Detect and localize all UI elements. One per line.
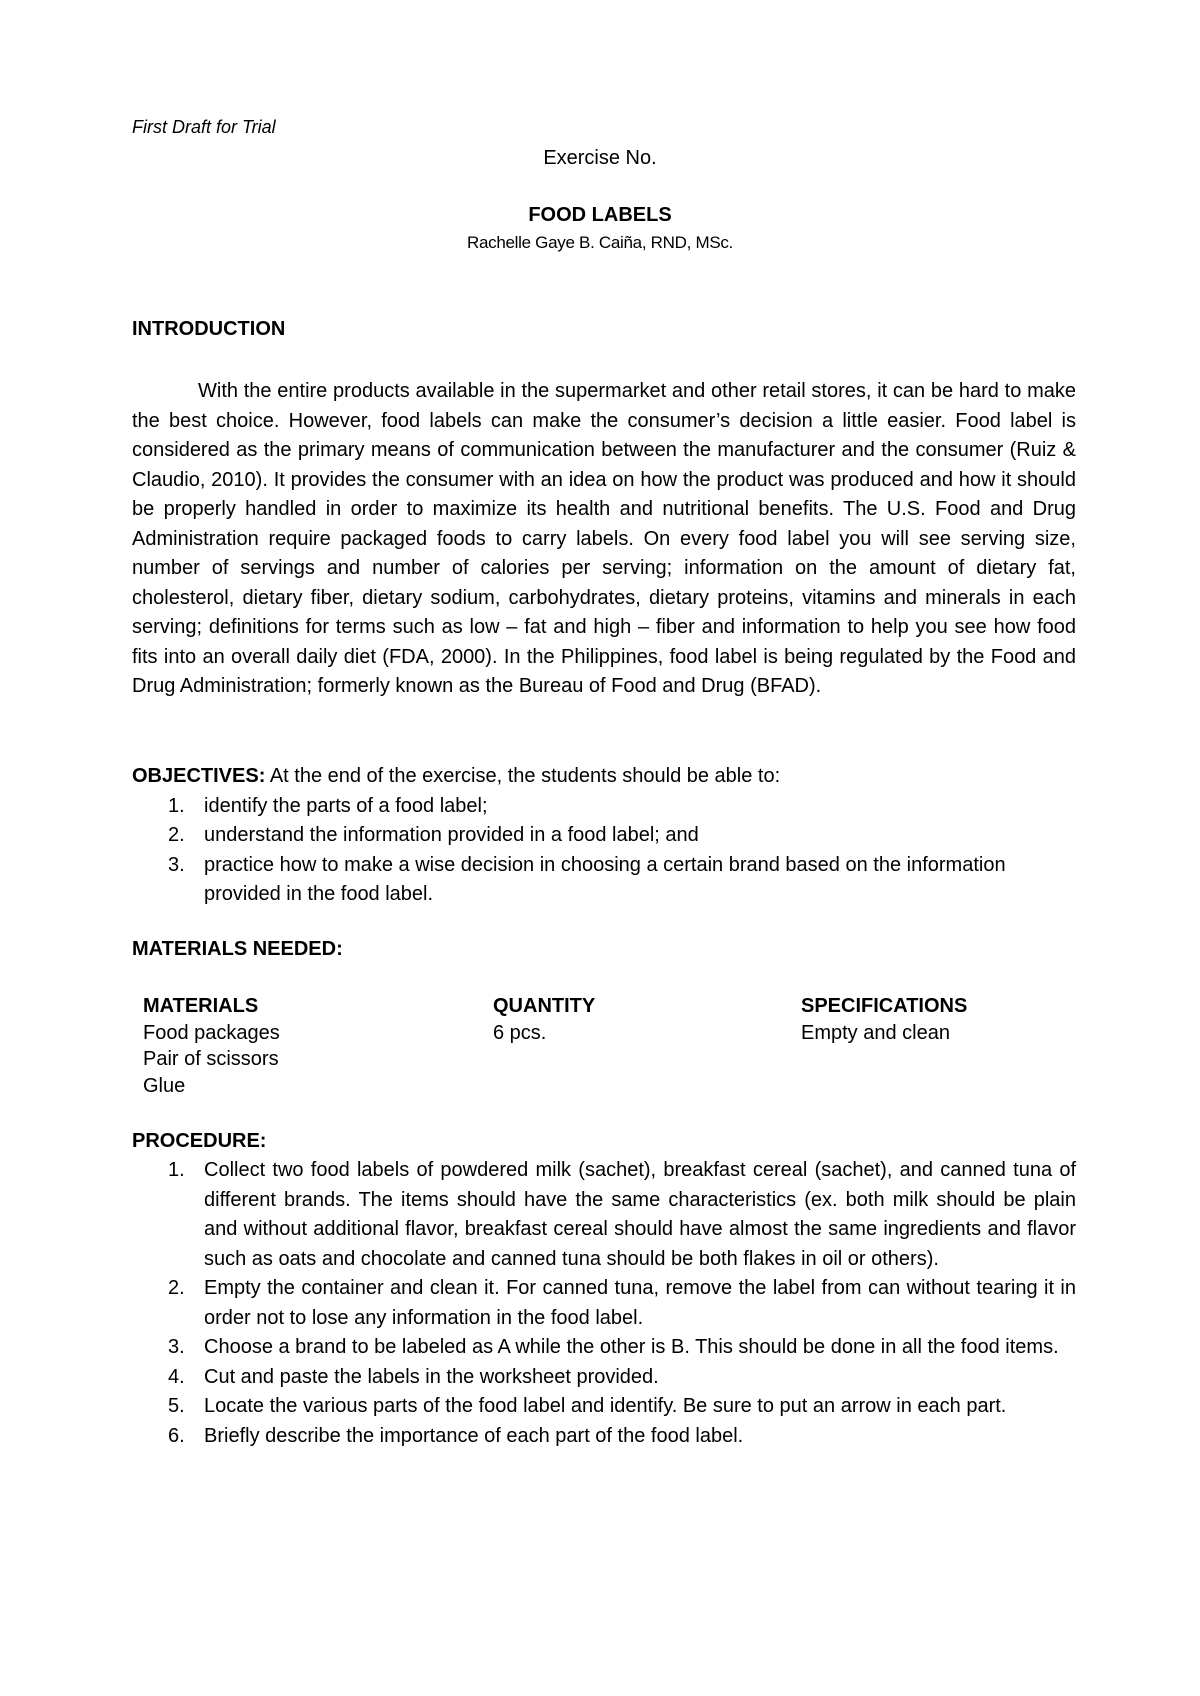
procedure-step xyxy=(132,1274,1076,1333)
procedure-step xyxy=(132,1392,1076,1422)
material-cell: Pair of scissors xyxy=(143,1048,279,1070)
objective-item xyxy=(132,792,1076,822)
material-cell: Food packages xyxy=(143,1021,280,1044)
document-author: Rachelle Gaye B. Caiña, RND, MSc. xyxy=(467,233,733,252)
step-text: Choose a brand to be labeled as A while the other is B. This should be done in all the food items. xyxy=(204,1336,1059,1358)
objectives-lead-line xyxy=(132,762,1076,792)
objective-number: 2. xyxy=(168,824,185,846)
step-number: 2. xyxy=(168,1277,185,1299)
objective-number: 1. xyxy=(168,794,185,817)
exercise-number: Exercise No. xyxy=(543,147,657,169)
objective-text: practice how to make a wise decision in choosing a certain brand based on the information provided in the food label. xyxy=(204,853,1006,905)
procedure-section xyxy=(132,1128,1076,1451)
material-cell: Glue xyxy=(143,1074,186,1097)
quantity-cell xyxy=(493,1073,801,1100)
step-number: 6. xyxy=(168,1424,185,1447)
draft-note: First Draft for Trial xyxy=(132,117,276,137)
step-text: Locate the various parts of the food label and identify. Be sure to put an arrow in each part. xyxy=(204,1395,1007,1417)
objective-text: understand the information provided in a food label; and xyxy=(204,824,699,846)
introduction-paragraph: With the entire products available in the supermarket and other retail stores, it can be hard to make the best choice. However, food labels can make the consumer’s decision a little easier. Food label is considered as the primary means of communication between the manufacturer and the consumer (Ruiz & Claudio, 2010). It provides the consumer with an idea on how the product was produced and how it should be properly handled in order to maximize its health and nutritional benefits. The U.S. Food and Drug Administration require packaged foods to carry labels. On every food label you will see serving size, number of servings and number of calories per serving; information on the amount of dietary fat, cholesterol, dietary fiber, dietary sodium, carbohydrates, dietary proteins, vitamins and minerals in each serving; definitions for terms such as low – fat and high – fiber and information to help you see how food fits into an overall daily diet (FDA, 2000). In the Philippines, food label is being regulated by the Food and Drug Administration; formerly known as the Bureau of Food and Drug (BFAD). xyxy=(132,380,1076,697)
step-text: Collect two food labels of powdered milk (sachet), breakfast cereal (sachet), and canned tuna of different brands. The items should have the same characteristics (ex. both milk should be plain and without additional flavor, breakfast cereal should have almost the same ingredients and flavor such as oats and chocolate and canned tuna should be both flakes in oil or others). xyxy=(204,1159,1076,1270)
objectives-list xyxy=(132,792,1076,910)
step-number: 4. xyxy=(168,1365,185,1388)
objective-text: identify the parts of a food label; xyxy=(204,794,488,817)
specification-cell: Empty and clean xyxy=(801,1021,950,1044)
introduction-heading: INTRODUCTION xyxy=(132,318,286,340)
step-text: Briefly describe the importance of each part of the food label. xyxy=(204,1424,744,1447)
objectives-lead: At the end of the exercise, the students should be able to: xyxy=(269,765,781,787)
table-row xyxy=(143,1046,1043,1073)
step-number: 3. xyxy=(168,1336,185,1358)
column-header-quantity: QUANTITY xyxy=(493,995,596,1017)
procedure-step xyxy=(132,1422,1076,1452)
materials-header-row xyxy=(143,993,1043,1020)
column-header-materials: MATERIALS xyxy=(143,995,259,1017)
step-text: Empty the container and clean it. For canned tuna, remove the label from can without tearing it in order not to lose any information in the food label. xyxy=(204,1277,1076,1329)
procedure-step xyxy=(132,1333,1076,1363)
step-number: 5. xyxy=(168,1395,185,1417)
materials-heading: MATERIALS NEEDED: xyxy=(132,938,343,960)
quantity-cell xyxy=(493,1046,801,1073)
procedure-list xyxy=(132,1156,1076,1451)
document-title: FOOD LABELS xyxy=(528,204,672,226)
procedure-heading: PROCEDURE: xyxy=(132,1130,267,1152)
table-row xyxy=(143,1020,1043,1047)
objectives-section xyxy=(132,762,1076,910)
materials-table xyxy=(143,993,1043,1099)
quantity-cell: 6 pcs. xyxy=(493,1021,547,1044)
specification-cell xyxy=(801,1046,1043,1073)
procedure-step xyxy=(132,1363,1076,1393)
objective-item xyxy=(132,851,1076,910)
objectives-heading: OBJECTIVES: xyxy=(132,765,266,787)
table-row xyxy=(143,1073,1043,1100)
procedure-step xyxy=(132,1156,1076,1274)
specification-cell xyxy=(801,1073,1043,1100)
objective-number: 3. xyxy=(168,853,185,876)
step-text: Cut and paste the labels in the worksheet provided. xyxy=(204,1365,659,1388)
column-header-specifications: SPECIFICATIONS xyxy=(801,995,968,1017)
objective-item xyxy=(132,821,1076,851)
step-number: 1. xyxy=(168,1159,185,1181)
